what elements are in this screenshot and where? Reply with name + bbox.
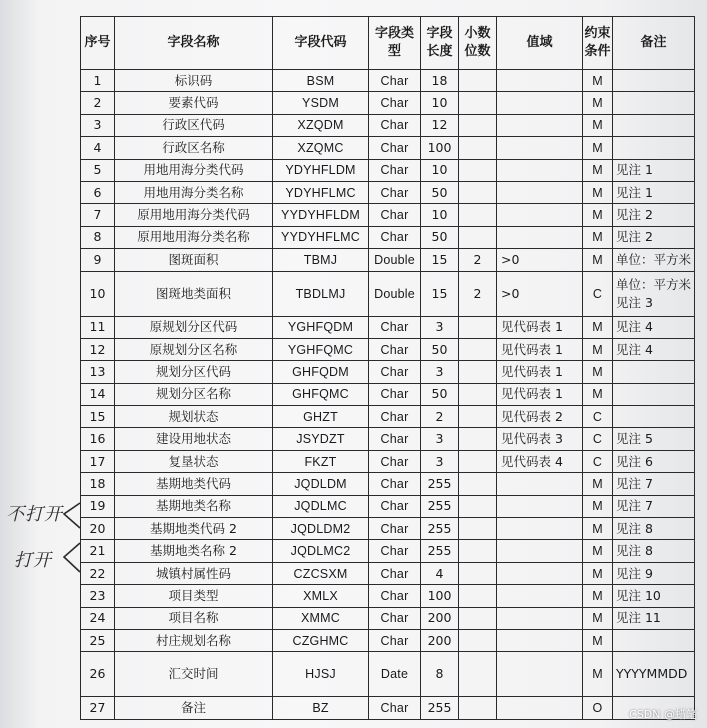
cell-dom	[497, 159, 583, 181]
cell-con: M	[583, 361, 613, 383]
cell-note: 见注 2	[613, 204, 695, 226]
bracket-mark-not-open	[60, 500, 82, 532]
header-cell: 值域	[497, 17, 583, 70]
cell-note: 见注 1	[613, 159, 695, 181]
cell-type: Char	[369, 92, 421, 114]
cell-no: 18	[81, 473, 115, 495]
cell-dec	[459, 338, 497, 360]
cell-name: 原用地用海分类名称	[115, 226, 273, 248]
cell-note	[613, 114, 695, 136]
cell-no: 27	[81, 697, 115, 719]
table-row	[81, 361, 695, 383]
cell-con: M	[583, 226, 613, 248]
table-row	[81, 249, 695, 271]
cell-type: Char	[369, 697, 421, 719]
cell-len: 255	[421, 495, 459, 517]
cell-type: Char	[369, 226, 421, 248]
table-row	[81, 629, 695, 651]
cell-len: 4	[421, 562, 459, 584]
cell-code: JSYDZT	[273, 428, 369, 450]
cell-no: 3	[81, 114, 115, 136]
cell-note: 见注 7	[613, 495, 695, 517]
cell-no: 1	[81, 70, 115, 92]
cell-dec	[459, 92, 497, 114]
cell-dom	[497, 70, 583, 92]
cell-code: YGHFQDM	[273, 316, 369, 338]
cell-con: O	[583, 697, 613, 719]
cell-dec	[459, 629, 497, 651]
cell-name: 项目类型	[115, 585, 273, 607]
cell-dec	[459, 316, 497, 338]
table-row	[81, 316, 695, 338]
cell-con: M	[583, 338, 613, 360]
table-row	[81, 92, 695, 114]
cell-con: M	[583, 204, 613, 226]
cell-len: 2	[421, 406, 459, 428]
cell-len: 18	[421, 70, 459, 92]
table-row	[81, 473, 695, 495]
cell-no: 16	[81, 428, 115, 450]
cell-name: 规划分区代码	[115, 361, 273, 383]
table-row	[81, 518, 695, 540]
cell-len: 10	[421, 92, 459, 114]
cell-name: 基期地类名称 2	[115, 540, 273, 562]
cell-len: 50	[421, 226, 459, 248]
cell-no: 23	[81, 585, 115, 607]
cell-code: JQDLDM	[273, 473, 369, 495]
header-row	[81, 17, 695, 70]
cell-no: 13	[81, 361, 115, 383]
cell-type: Char	[369, 629, 421, 651]
cell-dom: 见代码表 1	[497, 361, 583, 383]
cell-no: 6	[81, 181, 115, 203]
cell-type: Char	[369, 585, 421, 607]
cell-con: M	[583, 562, 613, 584]
cell-note: 见注 8	[613, 540, 695, 562]
cell-note: 见注 4	[613, 338, 695, 360]
cell-note: 见注 1	[613, 181, 695, 203]
cell-no: 17	[81, 450, 115, 472]
cell-code: JQDLMC	[273, 495, 369, 517]
cell-dec	[459, 383, 497, 405]
cell-name: 村庄规划名称	[115, 629, 273, 651]
header-cell: 字段代码	[273, 17, 369, 70]
cell-type: Char	[369, 383, 421, 405]
cell-name: 规划分区名称	[115, 383, 273, 405]
cell-name: 行政区名称	[115, 137, 273, 159]
cell-len: 50	[421, 383, 459, 405]
cell-dom	[497, 114, 583, 136]
cell-len: 255	[421, 540, 459, 562]
cell-name: 标识码	[115, 70, 273, 92]
header-cell: 约束条件	[583, 17, 613, 70]
cell-code: YDYHFLMC	[273, 181, 369, 203]
header-cell: 序号	[81, 17, 115, 70]
cell-dom: >0	[497, 271, 583, 316]
cell-con: M	[583, 607, 613, 629]
table-row	[81, 181, 695, 203]
cell-len: 15	[421, 271, 459, 316]
table-row	[81, 271, 695, 316]
cell-len: 10	[421, 159, 459, 181]
cell-con: M	[583, 70, 613, 92]
cell-code: HJSJ	[273, 652, 369, 697]
cell-no: 2	[81, 92, 115, 114]
cell-code: CZCSXM	[273, 562, 369, 584]
table-row	[81, 383, 695, 405]
table-row	[81, 159, 695, 181]
cell-type: Double	[369, 249, 421, 271]
cell-note	[613, 70, 695, 92]
cell-type: Char	[369, 518, 421, 540]
table-row	[81, 137, 695, 159]
cell-code: YYDYHFLDM	[273, 204, 369, 226]
cell-code: BSM	[273, 70, 369, 92]
cell-no: 21	[81, 540, 115, 562]
cell-dom	[497, 92, 583, 114]
cell-dom: 见代码表 1	[497, 316, 583, 338]
cell-dom	[497, 697, 583, 719]
cell-len: 100	[421, 585, 459, 607]
cell-note	[613, 629, 695, 651]
cell-dec	[459, 137, 497, 159]
cell-con: M	[583, 114, 613, 136]
cell-no: 8	[81, 226, 115, 248]
cell-note: YYYYMMDD	[613, 652, 695, 697]
cell-dom	[497, 204, 583, 226]
cell-code: GHZT	[273, 406, 369, 428]
cell-name: 汇交时间	[115, 652, 273, 697]
cell-type: Char	[369, 204, 421, 226]
cell-type: Char	[369, 406, 421, 428]
cell-dec	[459, 114, 497, 136]
cell-code: YSDM	[273, 92, 369, 114]
cell-type: Char	[369, 316, 421, 338]
cell-dom: 见代码表 1	[497, 338, 583, 360]
cell-no: 5	[81, 159, 115, 181]
cell-note: 见注 6	[613, 450, 695, 472]
cell-type: Char	[369, 361, 421, 383]
cell-dec: 2	[459, 249, 497, 271]
cell-dec	[459, 495, 497, 517]
field-table	[80, 16, 695, 720]
header-cell: 字段类型	[369, 17, 421, 70]
cell-type: Char	[369, 137, 421, 159]
cell-note: 单位：平方米 见注 3	[613, 271, 695, 316]
cell-len: 255	[421, 473, 459, 495]
cell-len: 3	[421, 361, 459, 383]
cell-con: M	[583, 181, 613, 203]
cell-con: M	[583, 92, 613, 114]
cell-len: 3	[421, 316, 459, 338]
cell-dom: 见代码表 2	[497, 406, 583, 428]
cell-name: 建设用地状态	[115, 428, 273, 450]
table-row	[81, 114, 695, 136]
cell-name: 基期地类代码	[115, 473, 273, 495]
header-cell: 字段长度	[421, 17, 459, 70]
cell-con: C	[583, 450, 613, 472]
cell-name: 基期地类代码 2	[115, 518, 273, 540]
cell-note: 见注 7	[613, 473, 695, 495]
cell-name: 行政区代码	[115, 114, 273, 136]
table-row	[81, 338, 695, 360]
table-row	[81, 204, 695, 226]
cell-dom	[497, 137, 583, 159]
bracket-mark-open	[60, 540, 82, 576]
cell-code: GHFQDM	[273, 361, 369, 383]
table-row	[81, 562, 695, 584]
header-cell: 备注	[613, 17, 695, 70]
table-row	[81, 70, 695, 92]
cell-type: Char	[369, 181, 421, 203]
cell-len: 15	[421, 249, 459, 271]
cell-con: M	[583, 383, 613, 405]
cell-dec	[459, 204, 497, 226]
table-row	[81, 226, 695, 248]
cell-dec	[459, 159, 497, 181]
cell-no: 4	[81, 137, 115, 159]
table-row	[81, 697, 695, 719]
cell-dec	[459, 406, 497, 428]
cell-no: 11	[81, 316, 115, 338]
cell-note	[613, 92, 695, 114]
cell-code: JQDLMC2	[273, 540, 369, 562]
table-row	[81, 585, 695, 607]
cell-len: 50	[421, 181, 459, 203]
cell-type: Char	[369, 540, 421, 562]
handwritten-note-open: 打开	[14, 550, 52, 571]
cell-note: 见注 2	[613, 226, 695, 248]
cell-dec	[459, 428, 497, 450]
cell-con: M	[583, 629, 613, 651]
cell-type: Char	[369, 473, 421, 495]
cell-code: YGHFQMC	[273, 338, 369, 360]
cell-code: XMMC	[273, 607, 369, 629]
cell-con: M	[583, 473, 613, 495]
cell-dec	[459, 585, 497, 607]
cell-note	[613, 406, 695, 428]
cell-name: 备注	[115, 697, 273, 719]
cell-type: Double	[369, 271, 421, 316]
cell-type: Date	[369, 652, 421, 697]
cell-no: 14	[81, 383, 115, 405]
cell-dom	[497, 585, 583, 607]
table-row	[81, 495, 695, 517]
watermark: CSDN @蜡笔	[629, 708, 697, 721]
cell-dec	[459, 697, 497, 719]
cell-code: XZQDM	[273, 114, 369, 136]
cell-note: 见注 4	[613, 316, 695, 338]
cell-dom: 见代码表 1	[497, 383, 583, 405]
cell-len: 3	[421, 428, 459, 450]
cell-dec: 2	[459, 271, 497, 316]
cell-len: 10	[421, 204, 459, 226]
table-row	[81, 540, 695, 562]
cell-code: CZGHMC	[273, 629, 369, 651]
cell-len: 12	[421, 114, 459, 136]
cell-note: 单位：平方米	[613, 249, 695, 271]
cell-dec	[459, 652, 497, 697]
cell-dom	[497, 607, 583, 629]
cell-dec	[459, 607, 497, 629]
cell-dom: 见代码表 4	[497, 450, 583, 472]
cell-dom	[497, 540, 583, 562]
cell-name: 规划状态	[115, 406, 273, 428]
cell-no: 26	[81, 652, 115, 697]
cell-con: M	[583, 585, 613, 607]
header-cell: 小数位数	[459, 17, 497, 70]
cell-code: XZQMC	[273, 137, 369, 159]
cell-type: Char	[369, 159, 421, 181]
cell-len: 50	[421, 338, 459, 360]
cell-type: Char	[369, 114, 421, 136]
cell-note	[613, 383, 695, 405]
cell-no: 9	[81, 249, 115, 271]
cell-dec	[459, 361, 497, 383]
cell-note: 见注 9	[613, 562, 695, 584]
cell-type: Char	[369, 428, 421, 450]
cell-dec	[459, 473, 497, 495]
cell-con: C	[583, 406, 613, 428]
cell-dom	[497, 652, 583, 697]
header-cell: 字段名称	[115, 17, 273, 70]
cell-code: TBMJ	[273, 249, 369, 271]
cell-no: 25	[81, 629, 115, 651]
cell-type: Char	[369, 70, 421, 92]
cell-code: TBDLMJ	[273, 271, 369, 316]
cell-name: 项目名称	[115, 607, 273, 629]
cell-len: 200	[421, 607, 459, 629]
cell-con: M	[583, 518, 613, 540]
cell-dec	[459, 226, 497, 248]
cell-name: 图斑地类面积	[115, 271, 273, 316]
cell-type: Char	[369, 562, 421, 584]
cell-name: 要素代码	[115, 92, 273, 114]
cell-dom	[497, 518, 583, 540]
cell-dec	[459, 181, 497, 203]
cell-no: 15	[81, 406, 115, 428]
cell-dec	[459, 450, 497, 472]
cell-name: 基期地类名称	[115, 495, 273, 517]
cell-con: M	[583, 316, 613, 338]
cell-dom	[497, 181, 583, 203]
cell-code: FKZT	[273, 450, 369, 472]
cell-dom	[497, 473, 583, 495]
cell-dec	[459, 70, 497, 92]
cell-con: M	[583, 137, 613, 159]
cell-len: 100	[421, 137, 459, 159]
cell-code: JQDLDM2	[273, 518, 369, 540]
cell-type: Char	[369, 495, 421, 517]
table-row	[81, 652, 695, 697]
cell-type: Char	[369, 450, 421, 472]
table-row	[81, 450, 695, 472]
cell-dom	[497, 495, 583, 517]
cell-con: M	[583, 540, 613, 562]
cell-len: 255	[421, 697, 459, 719]
cell-con: C	[583, 428, 613, 450]
cell-type: Char	[369, 607, 421, 629]
cell-name: 图斑面积	[115, 249, 273, 271]
cell-name: 原规划分区名称	[115, 338, 273, 360]
cell-no: 12	[81, 338, 115, 360]
cell-name: 复垦状态	[115, 450, 273, 472]
cell-note: 见注 11	[613, 607, 695, 629]
table-body	[81, 70, 695, 720]
cell-no: 22	[81, 562, 115, 584]
cell-dom: 见代码表 3	[497, 428, 583, 450]
cell-code: YDYHFLDM	[273, 159, 369, 181]
cell-len: 3	[421, 450, 459, 472]
table-row	[81, 406, 695, 428]
cell-dom: >0	[497, 249, 583, 271]
cell-dec	[459, 518, 497, 540]
cell-name: 原用地用海分类代码	[115, 204, 273, 226]
cell-no: 24	[81, 607, 115, 629]
cell-dec	[459, 562, 497, 584]
cell-code: BZ	[273, 697, 369, 719]
cell-no: 20	[81, 518, 115, 540]
cell-dom	[497, 629, 583, 651]
cell-name: 城镇村属性码	[115, 562, 273, 584]
cell-len: 8	[421, 652, 459, 697]
cell-dec	[459, 540, 497, 562]
table-row	[81, 428, 695, 450]
cell-name: 原规划分区代码	[115, 316, 273, 338]
cell-con: M	[583, 159, 613, 181]
handwritten-note-not-open: 不打开	[6, 504, 63, 525]
cell-code: XMLX	[273, 585, 369, 607]
cell-len: 200	[421, 629, 459, 651]
table-row	[81, 607, 695, 629]
cell-name: 用地用海分类代码	[115, 159, 273, 181]
cell-note	[613, 137, 695, 159]
cell-dom	[497, 562, 583, 584]
cell-no: 7	[81, 204, 115, 226]
cell-note: 见注 10	[613, 585, 695, 607]
cell-code: YYDYHFLMC	[273, 226, 369, 248]
cell-con: M	[583, 495, 613, 517]
cell-type: Char	[369, 338, 421, 360]
cell-con: M	[583, 652, 613, 697]
cell-con: C	[583, 271, 613, 316]
cell-code: GHFQMC	[273, 383, 369, 405]
cell-name: 用地用海分类名称	[115, 181, 273, 203]
cell-con: M	[583, 249, 613, 271]
cell-len: 255	[421, 518, 459, 540]
cell-note	[613, 361, 695, 383]
cell-note: 见注 8	[613, 518, 695, 540]
cell-no: 19	[81, 495, 115, 517]
cell-dom	[497, 226, 583, 248]
cell-no: 10	[81, 271, 115, 316]
cell-note: 见注 5	[613, 428, 695, 450]
